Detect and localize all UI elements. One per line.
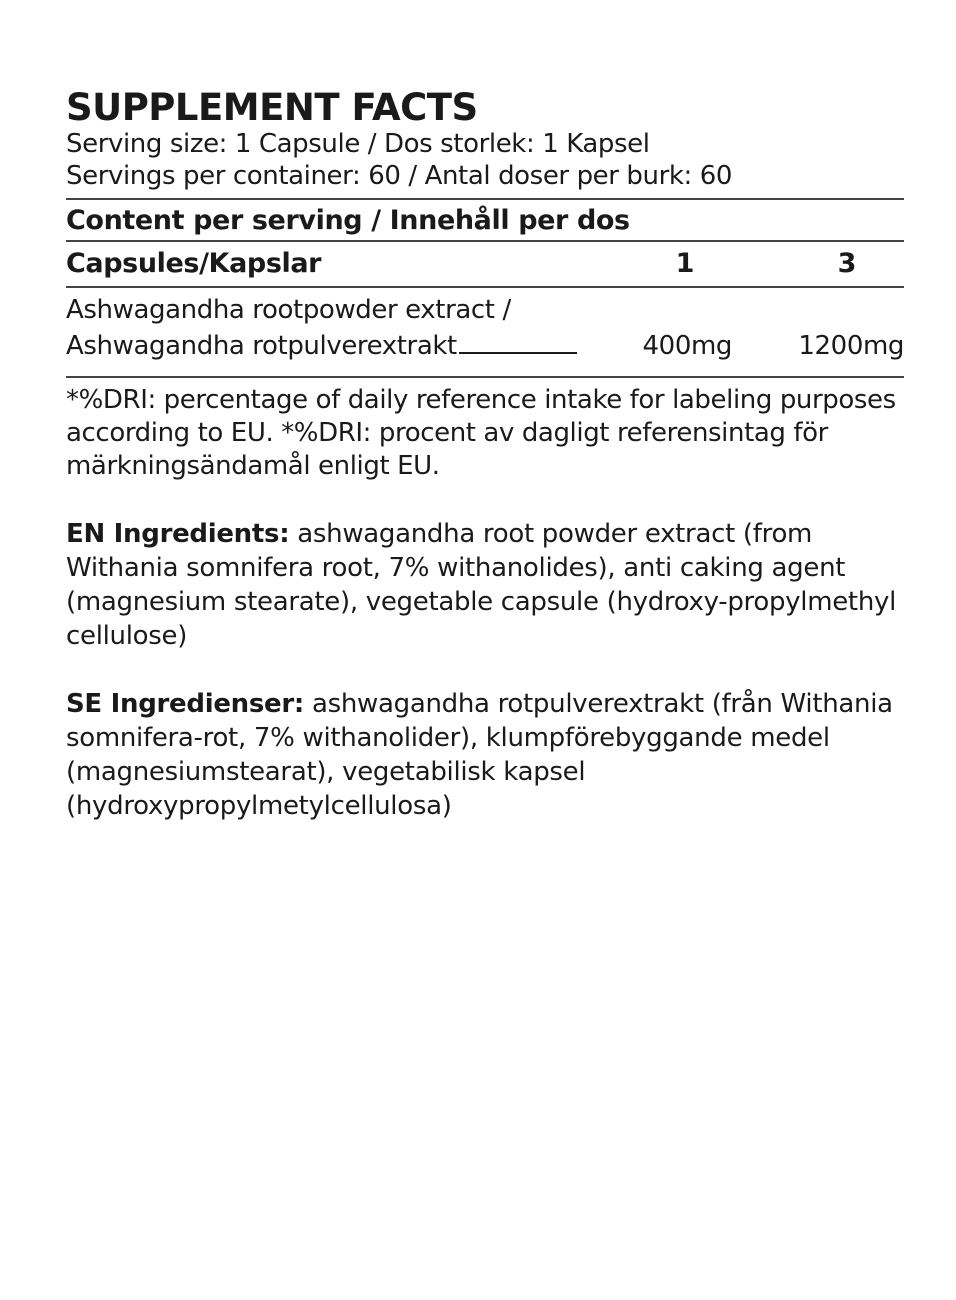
ingredients-se-label: SE Ingredienser: <box>66 689 304 719</box>
ingredients-se-text: ashwagandha rotpulverextrakt (från Withania somnifera-rot, 7% withanolider), klumpförebyggande medel (magnesiumstearat), vegetabilisk kapsel (hydroxypropylmetylcellulosa) <box>66 689 893 821</box>
column-3-capsules: 3 <box>837 248 856 279</box>
serving-size: Serving size: 1 Capsule / Dos storlek: 1 Kapsel <box>66 129 650 159</box>
dri-footnote: *%DRI: percentage of daily reference intake for labeling purposes according to EU. *%DRI: procent av dagligt referensintag för märkningsändamål enligt EU. <box>66 385 896 481</box>
ingredients-en <box>66 517 904 653</box>
dotted-leader <box>459 334 577 354</box>
amount-3-capsules: 1200mg <box>798 331 904 361</box>
label-title: SUPPLEMENT FACTS <box>66 86 478 129</box>
supplement-facts-label <box>66 88 904 823</box>
ingredients-se <box>66 687 904 823</box>
amount-1-capsule: 400mg <box>642 331 732 361</box>
ingredient-name-se: Ashwagandha rotpulverextrakt <box>66 331 457 361</box>
servings-per-container: Servings per container: 60 / Antal doser per burk: 60 <box>66 161 733 191</box>
content-per-serving-header: Content per serving / Innehåll per dos <box>66 205 630 236</box>
columns-header-row <box>66 242 904 286</box>
ingredient-row <box>66 288 904 376</box>
ingredients-en-label: EN Ingredients: <box>66 519 290 549</box>
ingredient-name-en: Ashwagandha rootpowder extract / <box>66 295 511 325</box>
capsules-column-label: Capsules/Kapslar <box>66 248 322 279</box>
ingredients-en-text: ashwagandha root powder extract (from Withania somnifera root, 7% withanolides), anti caking agent (magnesium stearate), vegetable capsule (hydroxy-propylmethyl cellulose) <box>66 519 897 651</box>
column-1-capsule: 1 <box>675 248 694 279</box>
